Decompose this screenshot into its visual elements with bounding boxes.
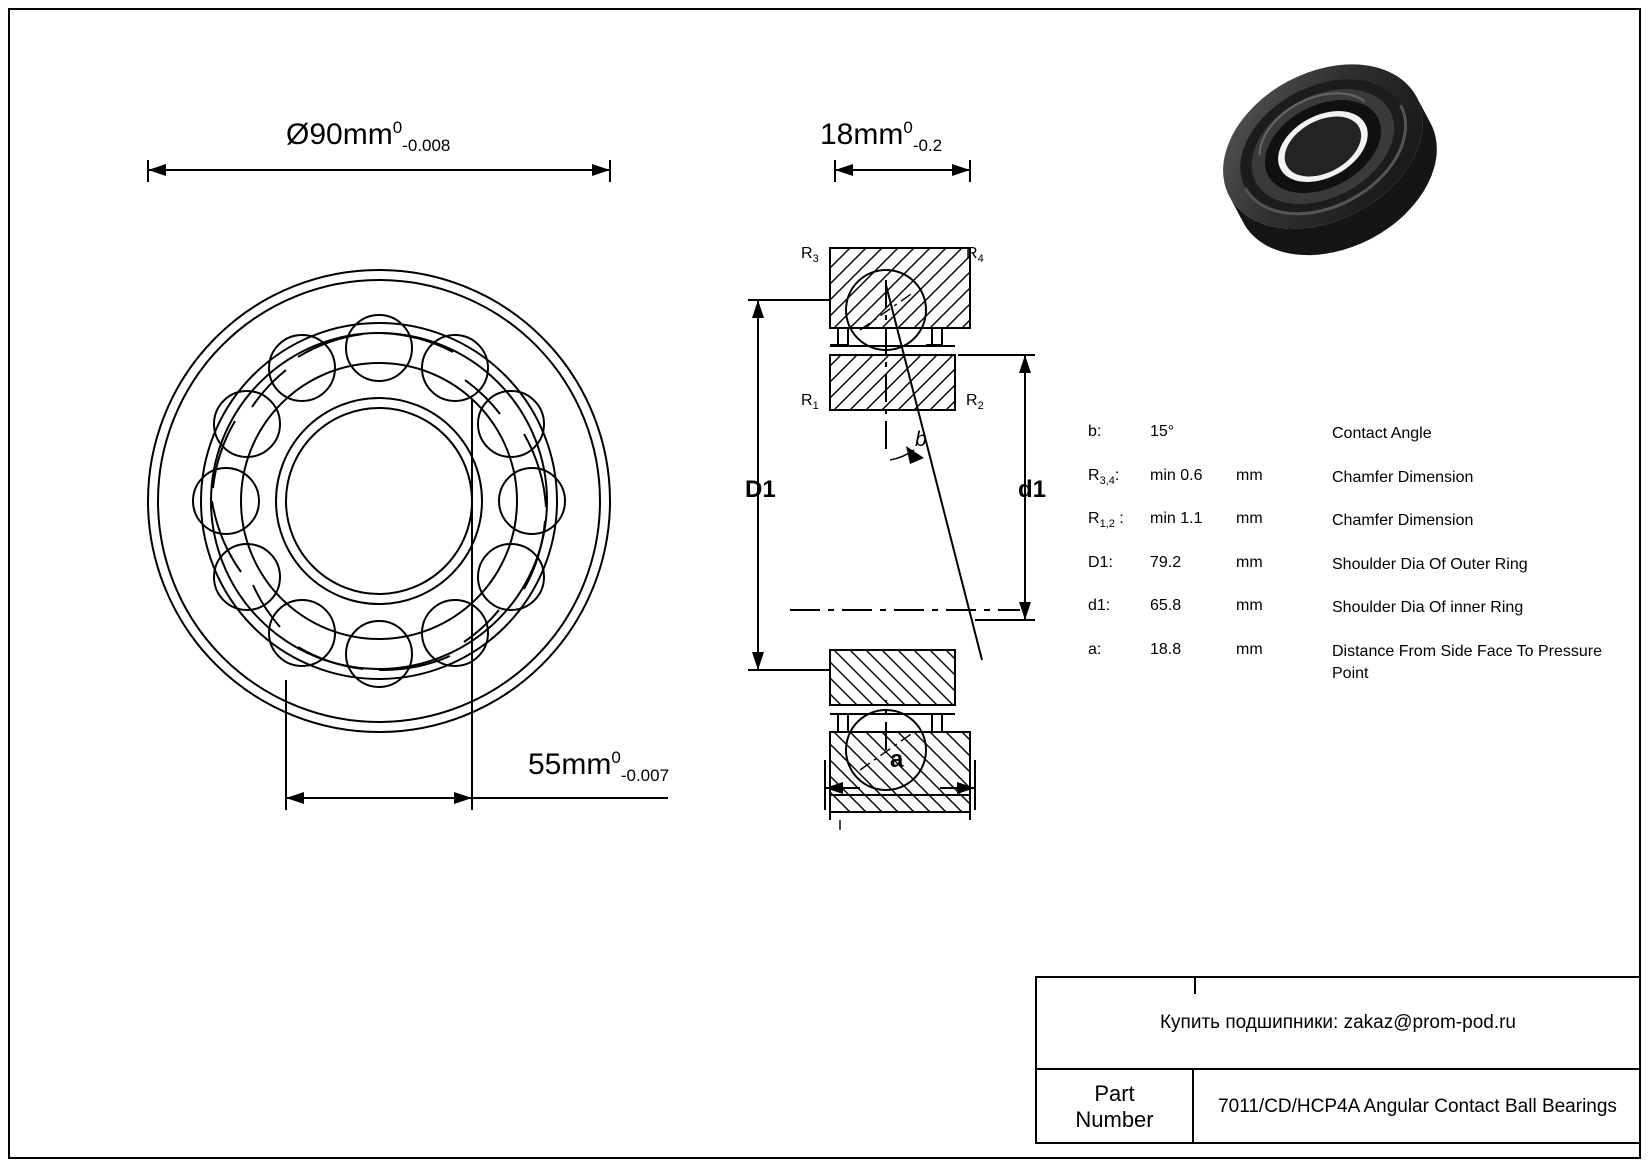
spec-value: min 1.1 [1150, 510, 1203, 528]
spec-unit [1236, 412, 1332, 456]
spec-row-chamfer-r12 [1088, 499, 1612, 543]
spec-value: 15° [1150, 423, 1175, 440]
bearing-3d-illustration [1215, 55, 1475, 285]
spec-row-chamfer-r34 [1088, 456, 1612, 500]
spec-value: 79.2 [1150, 553, 1182, 571]
part-number-text: 7011/CD/HCP4A Angular Contact Ball Bearings [1218, 1096, 1617, 1117]
section-view-drawing [730, 120, 1060, 830]
chamfer-r2-label: $R_2$ [966, 392, 984, 413]
spec-symbol: d1: [1088, 597, 1111, 615]
spec-unit: mm [1236, 640, 1263, 658]
spec-value: 65.8 [1150, 597, 1182, 615]
title-block [1035, 976, 1641, 1144]
spec-value: 18.8 [1150, 640, 1182, 658]
spec-unit: mm [1236, 510, 1263, 528]
spec-symbol: b: [1088, 423, 1102, 440]
chamfer-r1-label: $R_1$ [801, 392, 819, 413]
spec-description: Distance From Side Face To Pressure Point [1332, 642, 1603, 682]
spec-description: Shoulder Dia Of inner Ring [1332, 599, 1524, 617]
chamfer-r4-label: $R_4$ [966, 245, 984, 266]
shoulder-dia-inner-label: d1 [1018, 476, 1047, 503]
shoulder-dia-outer-label: D1 [745, 476, 776, 503]
width-label: $18mm^0_{-0.2}$ [820, 118, 943, 155]
spec-unit: mm [1236, 553, 1263, 571]
spec-description: Contact Angle [1332, 425, 1432, 442]
front-view-drawing [120, 120, 700, 820]
spec-description: Shoulder Dia Of Outer Ring [1332, 555, 1528, 573]
spec-row-contact-angle [1088, 412, 1612, 456]
spec-description: Chamfer Dimension [1332, 512, 1474, 530]
specification-table [1088, 412, 1628, 695]
part-number-label-cell [1037, 1070, 1194, 1144]
part-number-value-cell [1196, 1070, 1639, 1144]
spec-unit: mm [1236, 466, 1263, 484]
spec-symbol: D1: [1088, 553, 1113, 571]
spec-unit: mm [1236, 597, 1263, 615]
title-block-contact-cell [1037, 978, 1639, 1070]
spec-symbol: a: [1088, 640, 1102, 658]
spec-row-shoulder-outer [1088, 543, 1612, 587]
outer-diameter-label: $Ø90mm^0_{-0.008}$ [286, 118, 451, 155]
spec-value: min 0.6 [1150, 466, 1203, 484]
contact-email-text: Купить подшипники: zakaz@prom-pod.ru [1159, 1012, 1517, 1033]
distance-a-label: a [890, 746, 904, 773]
spec-symbol: $R_{1,2}$ : [1088, 510, 1124, 531]
spec-row-distance-a [1088, 630, 1612, 695]
part-label-line1: Part [1094, 1081, 1135, 1107]
part-label-line2: Number [1075, 1107, 1154, 1132]
contact-angle-b-label: b [915, 428, 927, 451]
spec-symbol: $R_{3,4}$: [1088, 466, 1120, 487]
chamfer-r3-label: $R_3$ [801, 245, 819, 266]
spec-description: Chamfer Dimension [1332, 468, 1474, 486]
spec-row-shoulder-inner [1088, 586, 1612, 630]
bore-diameter-label: $55mm^0_{-0.007}$ [528, 748, 670, 785]
